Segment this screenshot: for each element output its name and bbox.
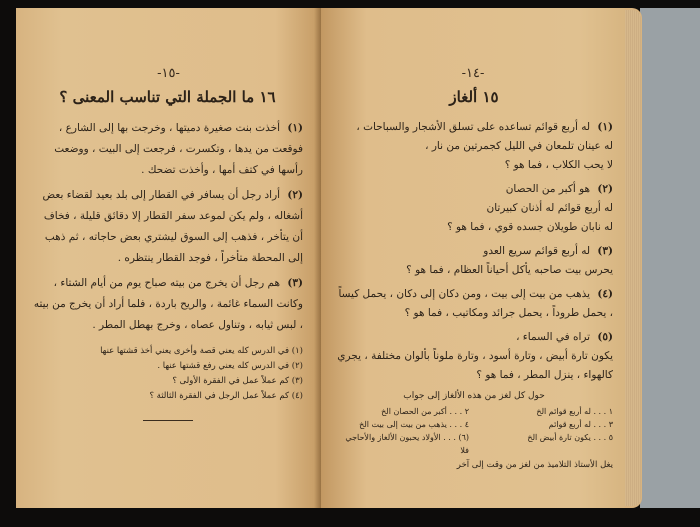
- riddle: [335, 242, 613, 280]
- riddle-line: يحرس بيت صاحبه يأكل أحياناً العظام ، فما هو ؟: [406, 264, 613, 276]
- riddle: [335, 118, 613, 175]
- background-board: [640, 8, 700, 508]
- answer-item: ٢ . . . أكبر من الحصان الخ: [381, 407, 469, 416]
- paragraph-text: أخذت بنت صغيرة دميتها ، وخرجت بها إلى الشارع ، فوقعت من يدها ، وتكسرت ، فرجعت إلى البيت ، ووضعت رأسها في كتف أمها ، وأخذت تضحك .: [54, 122, 303, 176]
- riddle-line: لا يحب الكلاب ، فما هو ؟: [504, 159, 613, 171]
- lesson-title-text: ألغاز: [449, 88, 478, 106]
- riddle-number: (٤): [597, 288, 613, 300]
- answer-item: ٣ . . . له أربع قوائم: [548, 420, 613, 429]
- riddle-line: له أربع قوائم له أذنان كبيرتان: [486, 202, 613, 214]
- lesson-number: ١٥: [482, 88, 499, 106]
- riddle-number: (١): [597, 121, 613, 133]
- question-item: (٣) كم عملاً عمل في الفقرة الأولى ؟: [172, 376, 303, 386]
- riddle-line: تراه في السماء ،: [516, 331, 591, 343]
- teacher-note: يغل الأستاذ التلاميذ من لغز من وقت إلى آخر: [456, 460, 613, 470]
- page-number: -١٤-: [461, 66, 485, 81]
- answer-item: ٤ . . . يذهب من بيت إلى بيت الخ: [359, 420, 469, 429]
- paragraph: [32, 185, 303, 269]
- paragraph: [32, 273, 303, 336]
- right-page: [321, 8, 625, 508]
- left-page: [16, 8, 321, 508]
- question-item: (٢) في الدرس كله يعني رفع قشتها عنها .: [157, 361, 303, 371]
- riddle-number: (٣): [597, 245, 613, 257]
- paragraph-number: (١): [287, 122, 303, 134]
- riddle: [335, 328, 613, 385]
- riddle-line: هو أكبر من الحصان: [505, 183, 591, 195]
- question-item: (١) في الدرس كله يعني قصة وأخرى يعني أخذ قشتها عنها: [100, 346, 303, 356]
- question-item: (٤) كم عملاً عمل الرجل في الفقرة الثالثة ؟: [149, 391, 303, 401]
- riddle-number: (٢): [597, 183, 613, 195]
- question-list: [32, 344, 303, 404]
- answer-list: [335, 405, 613, 457]
- riddle-line: له أربع قوائم تساعده على تسلق الأشجار والسباحات ،: [356, 121, 591, 133]
- riddle-line: له أربع قوائم سريع العدو: [483, 245, 591, 257]
- lesson-title: [335, 88, 613, 106]
- riddle-line: له عينان تلمعان في الليل كجمرتين من نار ،: [425, 140, 613, 152]
- paragraph-text: أراد رجل أن يسافر في القطار إلى بلد بعيد لقضاء بعض أشغاله ، ولم يكن لموعد سفر القطار إلا دقائق قليلة ، فخاف أن يتأخر ، فذهب إلى السوق ليشتري بعض حاجاته ، ثم ذهب إلى المحطة متأخراً ، فوجد القطار ينتظره .: [42, 189, 303, 264]
- page-edges: [625, 10, 641, 506]
- riddle-number: (٥): [597, 331, 613, 343]
- exercise-instruction: حول كل لغز من هذه الألغاز إلى جواب: [403, 391, 545, 401]
- paragraph: [32, 118, 303, 181]
- riddle: [335, 285, 613, 323]
- riddle: [335, 180, 613, 237]
- page-number: -١٥-: [157, 66, 180, 81]
- riddle-line: يذهب من بيت إلى بيت ، ومن دكان إلى دكان ، يحمل كيساً ، يحمل طروداً ، يحمل جرائد ومكاتيب ، فما هو ؟: [338, 288, 613, 319]
- lesson-number: ١٦: [259, 88, 276, 106]
- lesson-title: [32, 88, 303, 106]
- paragraph-text: هم رجل أن يخرج من بيته صباح يوم من أيام الشتاء ، وكانت السماء غائمة ، والريح باردة ، فلما أراد أن يخرج من بيته ، لبس ثيابه ، وتناول عصاه ، وخرج بهطل المطر .: [33, 277, 303, 331]
- open-book: [16, 8, 642, 508]
- divider-rule: [143, 420, 193, 421]
- answer-item: ٥ . . . يكون تارة أبيض الخ: [527, 433, 613, 442]
- answer-item: (٦) . . . الأولاد يحبون الألغاز والأحاجي فلا: [345, 433, 469, 455]
- answer-item: ١ . . . له أربع قوائم الخ: [536, 407, 613, 416]
- riddle-line: يكون تارة أبيض ، وتارة أسود ، وتارة ملوناً بألوان مختلفة ، يجري كالهواء ، ينزل المطر ، فما هو ؟: [337, 350, 613, 381]
- riddle-line: له نابان طويلان جسده قوي ، فما هو ؟: [447, 221, 613, 233]
- lesson-title-text: ما الجملة التي تناسب المعنى ؟: [59, 88, 255, 106]
- paragraph-number: (٣): [287, 277, 303, 289]
- paragraph-number: (٢): [287, 189, 303, 201]
